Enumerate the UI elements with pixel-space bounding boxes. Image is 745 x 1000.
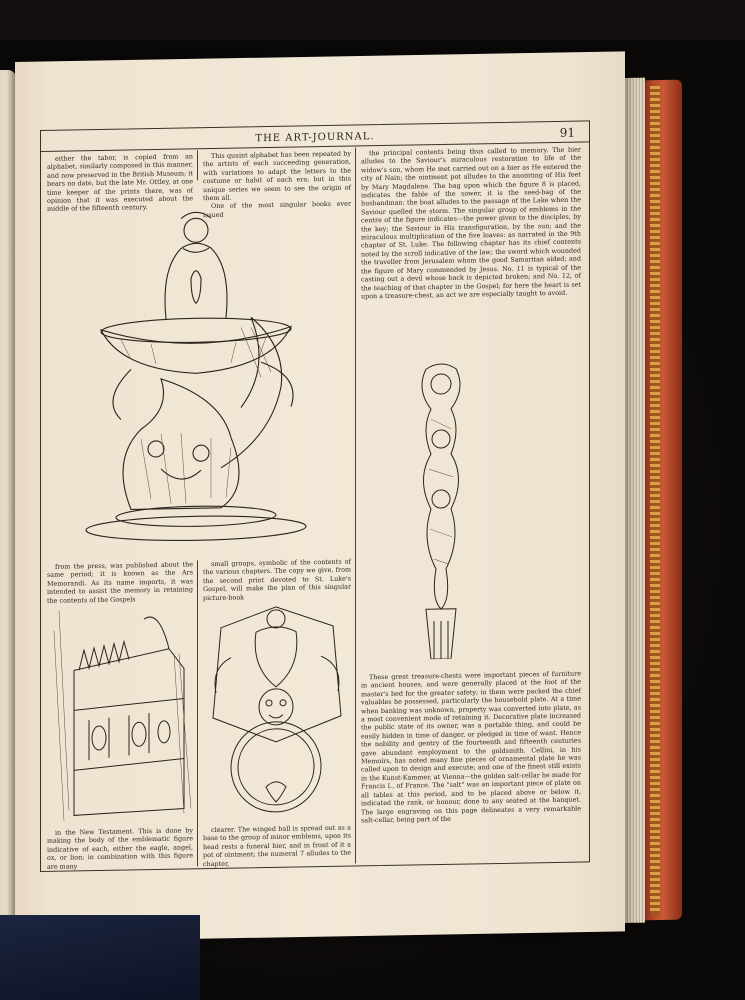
chest-corner-engraving bbox=[49, 608, 195, 826]
page-number: 91 bbox=[559, 125, 575, 140]
column-1-bottom-text bbox=[47, 826, 193, 871]
column-3-top-text bbox=[361, 146, 581, 301]
column-rule-left bbox=[197, 560, 198, 866]
paragraph: from the press, was published about the same period; it is known as the Ars Memorandi. As its name imports, it was intended to assist the memory in retaining the contents of the Gospels bbox=[47, 560, 193, 605]
door-knocker-illustration bbox=[201, 596, 353, 824]
column-2-bottom-text bbox=[203, 824, 351, 869]
running-head: THE ART-JOURNAL. bbox=[255, 131, 375, 145]
paragraph: small groups, symbolic of the contents of the various chapters. The copy we give, from the second print devoted to St. Luke's Gospel, will make the plan of this singular picture-book bbox=[203, 557, 351, 602]
paragraph: This quaint alphabet has been repeated by the artists of each succeeding generation, with variations to adapt the letters to the costume or habit of each era; but in this unique series we seem to see the origin of them all. bbox=[203, 149, 351, 203]
left-page-edge bbox=[0, 70, 16, 950]
column-3-bottom-text bbox=[361, 670, 581, 825]
page-frame bbox=[40, 120, 590, 872]
column-rule-right bbox=[355, 147, 356, 863]
salt-cellar-engraving bbox=[71, 206, 321, 545]
paragraph: These great treasure-chests were important pieces of furniture in ancient houses, and were generally placed at the foot of the master's bed for the greater safety; in them were packed the chief valuables he possessed, particularly the household plate. At a time when banking was unknown, property was converted into plate, as a most convenient mode of retaining it. Decorative plate increased the public state of its owner, was a portable thing, and could be easily hidden in time of danger, or pledged in time of want. Hence the nobility and gentry of the fourteenth and fifteenth centuries gave abundant employment to the goldsmith. Cellini, in his Memoirs, has noted many fine pieces of ornamental plate he was called upon to design and execute; and one of the finest still exists in the Kunst-Kammer, at Vienna—the golden salt-cellar he made for Francis I., of France. The "salt" was an important piece of plate on all tables at this period, and to be placed above or below it, indicated the rank, or honour, done to any seated at the banquet. The large engraving on this page delineates a very remarkable salt-cellar, being part of the bbox=[361, 669, 581, 825]
paragraph: the principal contents being thus called to memory. The bier alludes to the Saviour's miraculous restoration to life of the widow's son, whom He met carried out on a bier as He entered the city of Nain; the ointment pot alludes to the anointing of His feet by Mary Magdalene. The bag upon which the figure 8 is placed, indicates the fable of the sower, it is the seed-bag of the husbandman: the boat alludes to the passage of the Lake when the Saviour quelled the storm. The singular group of emblems in the centre of the figure indicates—the power given to the disciples, by the key; the Saviour in His transfiguration, by the sun; and the miraculous multiplication of the five loaves: as narrated in the 9th chapter of St. Luke. The following chapter has its chief contents noted by the scroll indicative of the law; the sword which wounded the traveller from Jerusalem whom the good Samaritan aided; and the figure of Mary commended by Jesus. No. 11 is typical of the casting out a devil whose back is depicted broken; and No. 12, of the teaching of that chapter in the Gospel; for here the heart is set upon a treasure-chest, an act we are especially taught to avoid. bbox=[361, 145, 581, 301]
cloth-bookmark bbox=[0, 915, 200, 1000]
column-rule-top bbox=[197, 150, 198, 180]
column-1-mid-text bbox=[47, 560, 193, 605]
gilt-border bbox=[650, 86, 660, 914]
paragraph: One of the most singular books ever issued bbox=[203, 200, 351, 219]
paragraph: clearer. The winged ball is spread out as a base to the group of minor emblems, upon its head rests a funeral bier, and in front of it a pot of ointment; the numeral 7 alludes to the chapter, bbox=[203, 823, 351, 868]
door-knocker-engraving bbox=[201, 596, 353, 824]
carved-handle-illustration bbox=[396, 358, 486, 660]
carved-handle-engraving bbox=[396, 358, 486, 660]
chest-corner-illustration bbox=[49, 608, 195, 826]
paragraph: either the tabor, is copied from an alphabet, similarly composed in this manner, and now preserved in the British Museum; it bears no date, but the late Mr. Ottley, at one time keeper of the prints there, was of opinion that it was executed about the middle of the fifteenth century. bbox=[47, 152, 193, 214]
book-cover-edge bbox=[640, 80, 682, 921]
column-1-top-text bbox=[47, 152, 193, 213]
salt-cellar-illustration bbox=[71, 206, 321, 545]
paragraph: in the New Testament. This is done by making the body of the emblematic figure indicative of each, either the eagle, angel, ox, or lion; in combination with this figure are many bbox=[47, 826, 193, 871]
